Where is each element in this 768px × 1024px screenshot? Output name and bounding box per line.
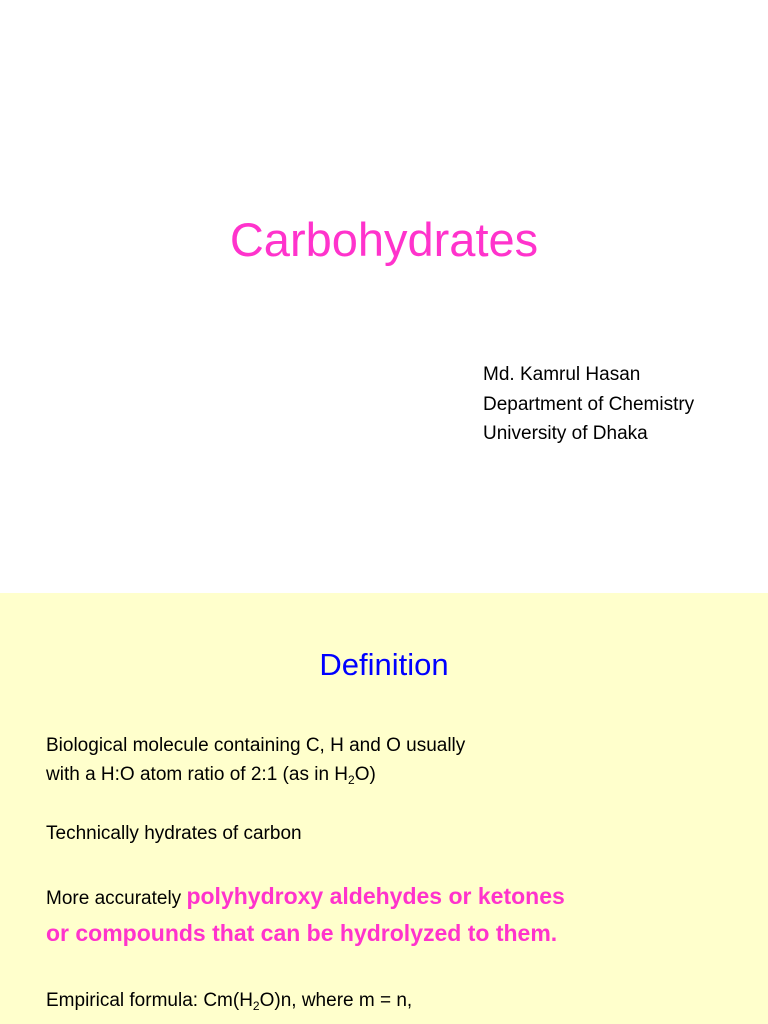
author-university: University of Dhaka	[483, 423, 648, 444]
definition-paragraph	[46, 731, 465, 789]
ratio-text-end: O)	[354, 764, 376, 785]
empirical-formula	[46, 986, 412, 1015]
accurate-paragraph	[46, 879, 565, 953]
definition-line-1: Biological molecule containing C, H and O usually	[46, 735, 466, 756]
slide-title: Carbohydrates	[229, 213, 539, 266]
formula-subscript: 2	[252, 999, 260, 1013]
author-block	[483, 360, 694, 449]
highlight-text-1: polyhydroxy aldehydes or ketones	[186, 883, 565, 909]
subscript-2: 2	[348, 773, 355, 787]
accurate-line-2	[46, 916, 565, 953]
author-name: Md. Kamrul Hasan	[483, 364, 641, 385]
author-department: Department of Chemistry	[483, 393, 695, 415]
technical-paragraph: Technically hydrates of carbon	[46, 823, 302, 844]
ratio-text: with a H:O atom ratio of 2:1 (as in H	[46, 764, 349, 785]
highlight-text-2: or compounds that can be hydrolyzed to them.	[46, 920, 558, 946]
accurate-line-1	[46, 879, 565, 916]
definition-slide	[0, 593, 768, 1024]
formula-prefix: Empirical formula: Cm(H	[46, 990, 253, 1011]
definition-line-2	[46, 760, 465, 789]
accurate-prefix: More accurately	[46, 888, 187, 909]
formula-suffix: O)n, where m = n,	[259, 990, 413, 1011]
definition-heading: Definition	[319, 647, 449, 682]
